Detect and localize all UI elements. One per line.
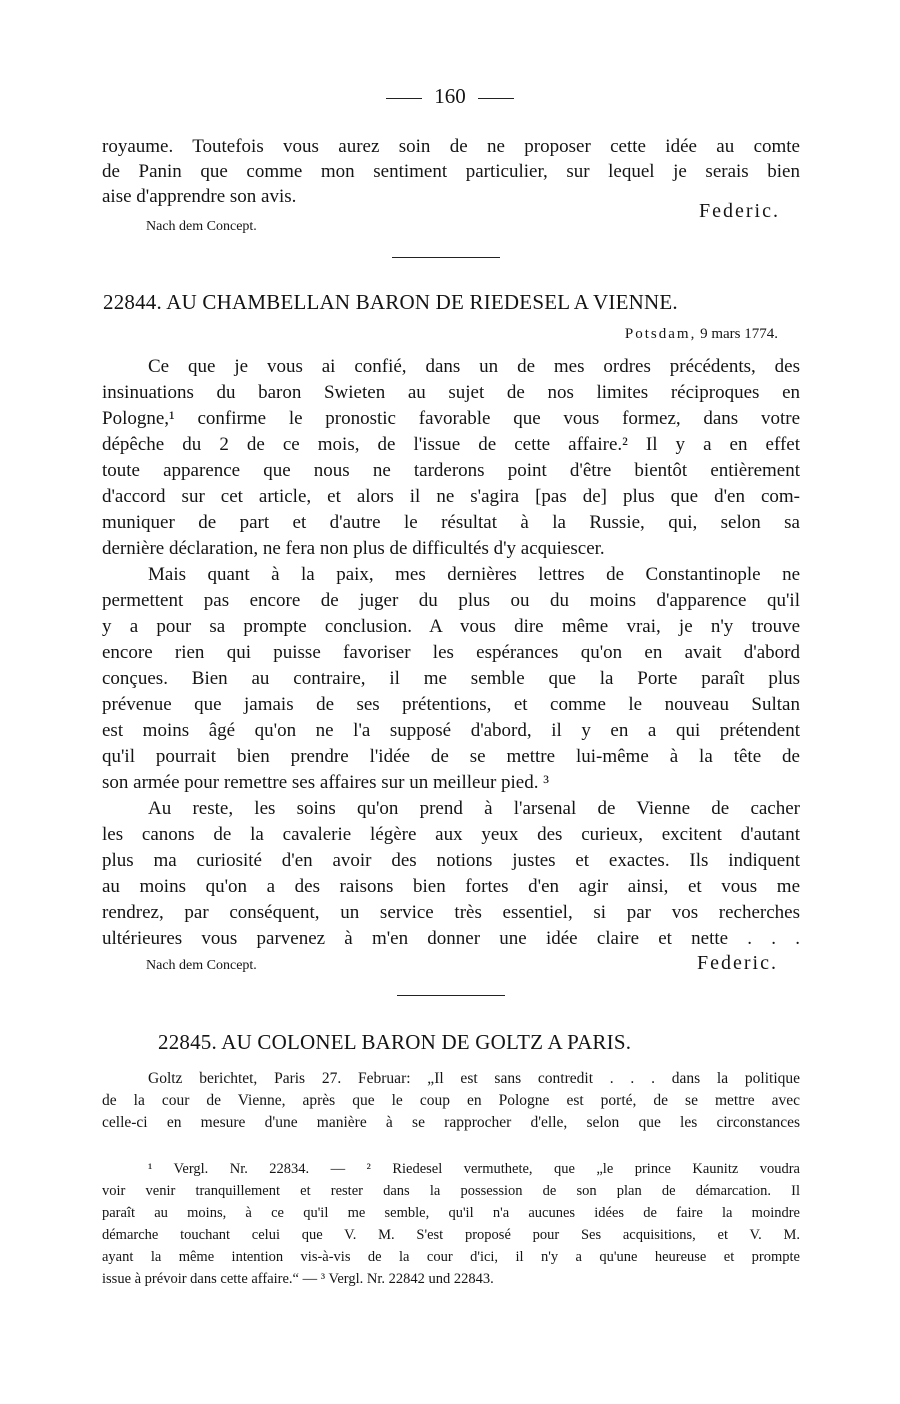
text-line: Au reste, les soins qu'on prend à l'arsenal de Vienne de cacher (148, 798, 800, 819)
text-line: Pologne,¹ confirme le pronostic favorable que vous formez, dans votre (102, 408, 800, 429)
text-line: son armée pour remettre ses affaires sur un meilleur pied. ³ (102, 772, 549, 793)
text-line: encore rien qui puisse favoriser les espérances qu'on en avait d'abord (102, 642, 800, 663)
text-line: permettent pas encore de juger du plus ou du moins d'apparence qu'il (102, 590, 800, 611)
text-line: ultérieures vous parvenez à m'en donner une idée claire et nette . . . (102, 928, 800, 949)
source-note: Nach dem Concept. (146, 958, 257, 973)
page-number-rule-left (386, 98, 422, 99)
footnote-line: issue à prévoir dans cette affaire.“ — ³ Vergl. Nr. 22842 und 22843. (102, 1271, 494, 1287)
text-line: Goltz berichtet, Paris 27. Februar: „Il est sans contredit . . . dans la politique (148, 1070, 800, 1087)
text-line: celle-ci en mesure d'une manière à se rapprocher d'elle, selon que les circonstances (102, 1114, 800, 1131)
page-number-rule-right (478, 98, 514, 99)
footnote-line: ayant la même intention vis-à-vis de la cour d'ici, il n'y a qu'une heureuse et prompte (102, 1249, 800, 1265)
text-line: insinuations du baron Swieten au sujet de nos limites réciproques en (102, 382, 800, 403)
footnote-line: paraît au moins, à ce qu'il me semble, qu'il n'a aucunes idées de faire la moindre (102, 1205, 800, 1221)
text-line: rendrez, par conséquent, un service très essentiel, si par vos recherches (102, 902, 800, 923)
text-line: dépêche du 2 de ce mois, de l'issue de cette affaire.² Il y a en effet (102, 434, 800, 455)
text-line: de la cour de Vienne, après que le coup en Pologne est porté, de se mettre avec (102, 1092, 800, 1109)
text-line: aise d'apprendre son avis. (102, 186, 297, 207)
text-line: y a pour sa prompte conclusion. A vous dire même vrai, je n'y trouve (102, 616, 800, 637)
text-line: qu'il pourrait bien prendre l'idée de se mettre lui-même à la tête de (102, 746, 800, 767)
letter-dateline (625, 326, 778, 343)
text-line: dernière déclaration, ne fera non plus de difficultés d'y acquiescer. (102, 538, 605, 559)
text-line: toute apparence que nous ne tarderons point d'être bientôt entièrement (102, 460, 800, 481)
page-number (0, 84, 900, 109)
text-line: de Panin que comme mon sentiment particulier, sur lequel je serais bien (102, 161, 800, 182)
page-number-text: 160 (434, 84, 466, 108)
text-line: d'accord sur cet article, et alors il ne s'agira [pas de] plus que d'en com- (102, 486, 800, 507)
signature: Federic. (697, 952, 778, 974)
text-line: plus ma curiosité d'en avoir des notions justes et exactes. Ils indiquent (102, 850, 800, 871)
letter-date: 9 mars 1774. (700, 326, 778, 342)
text-line: Mais quant à la paix, mes dernières lettres de Constantinople ne (148, 564, 800, 585)
text-line: est moins âgé qu'on ne l'a supposé d'abord, il y en a qui prétendent (102, 720, 800, 741)
text-line: royaume. Toutefois vous aurez soin de ne proposer cette idée au comte (102, 136, 800, 157)
letter-place: Potsdam, (624, 326, 697, 342)
text-line: prévenue que jamais de ses prétentions, et comme le nouveau Sultan (102, 694, 800, 715)
source-note: Nach dem Concept. (146, 219, 257, 234)
footnote-line: voir venir tranquillement et rester dans la possession de son plan de démarcation. Il (102, 1183, 800, 1199)
footnote-line: démarche touchant celui que V. M. S'est proposé pour Ses acquisitions, et V. M. (102, 1227, 800, 1243)
signature: Federic. (699, 200, 780, 222)
text-line: conçues. Bien au contraire, il me semble que la Porte paraît plus (102, 668, 800, 689)
text-line: muniquer de part et d'autre le résultat à la Russie, qui, selon sa (102, 512, 800, 533)
text-line: au moins qu'on a des raisons bien fortes d'en agir ainsi, et vous me (102, 876, 800, 897)
footnote-line: ¹ Vergl. Nr. 22834. — ² Riedesel vermuthete, que „le prince Kaunitz voudra (148, 1161, 800, 1177)
letter-heading: 22844. AU CHAMBELLAN BARON DE RIEDESEL A VIENNE. (103, 290, 678, 314)
text-line: Ce que je vous ai confié, dans un de mes ordres précédents, des (148, 356, 800, 377)
text-line: les canons de la cavalerie légère aux yeux des curieux, excitent d'autant (102, 824, 800, 845)
letter-heading: 22845. AU COLONEL BARON DE GOLTZ A PARIS. (158, 1030, 632, 1054)
section-divider (397, 995, 505, 996)
section-divider (392, 257, 500, 258)
